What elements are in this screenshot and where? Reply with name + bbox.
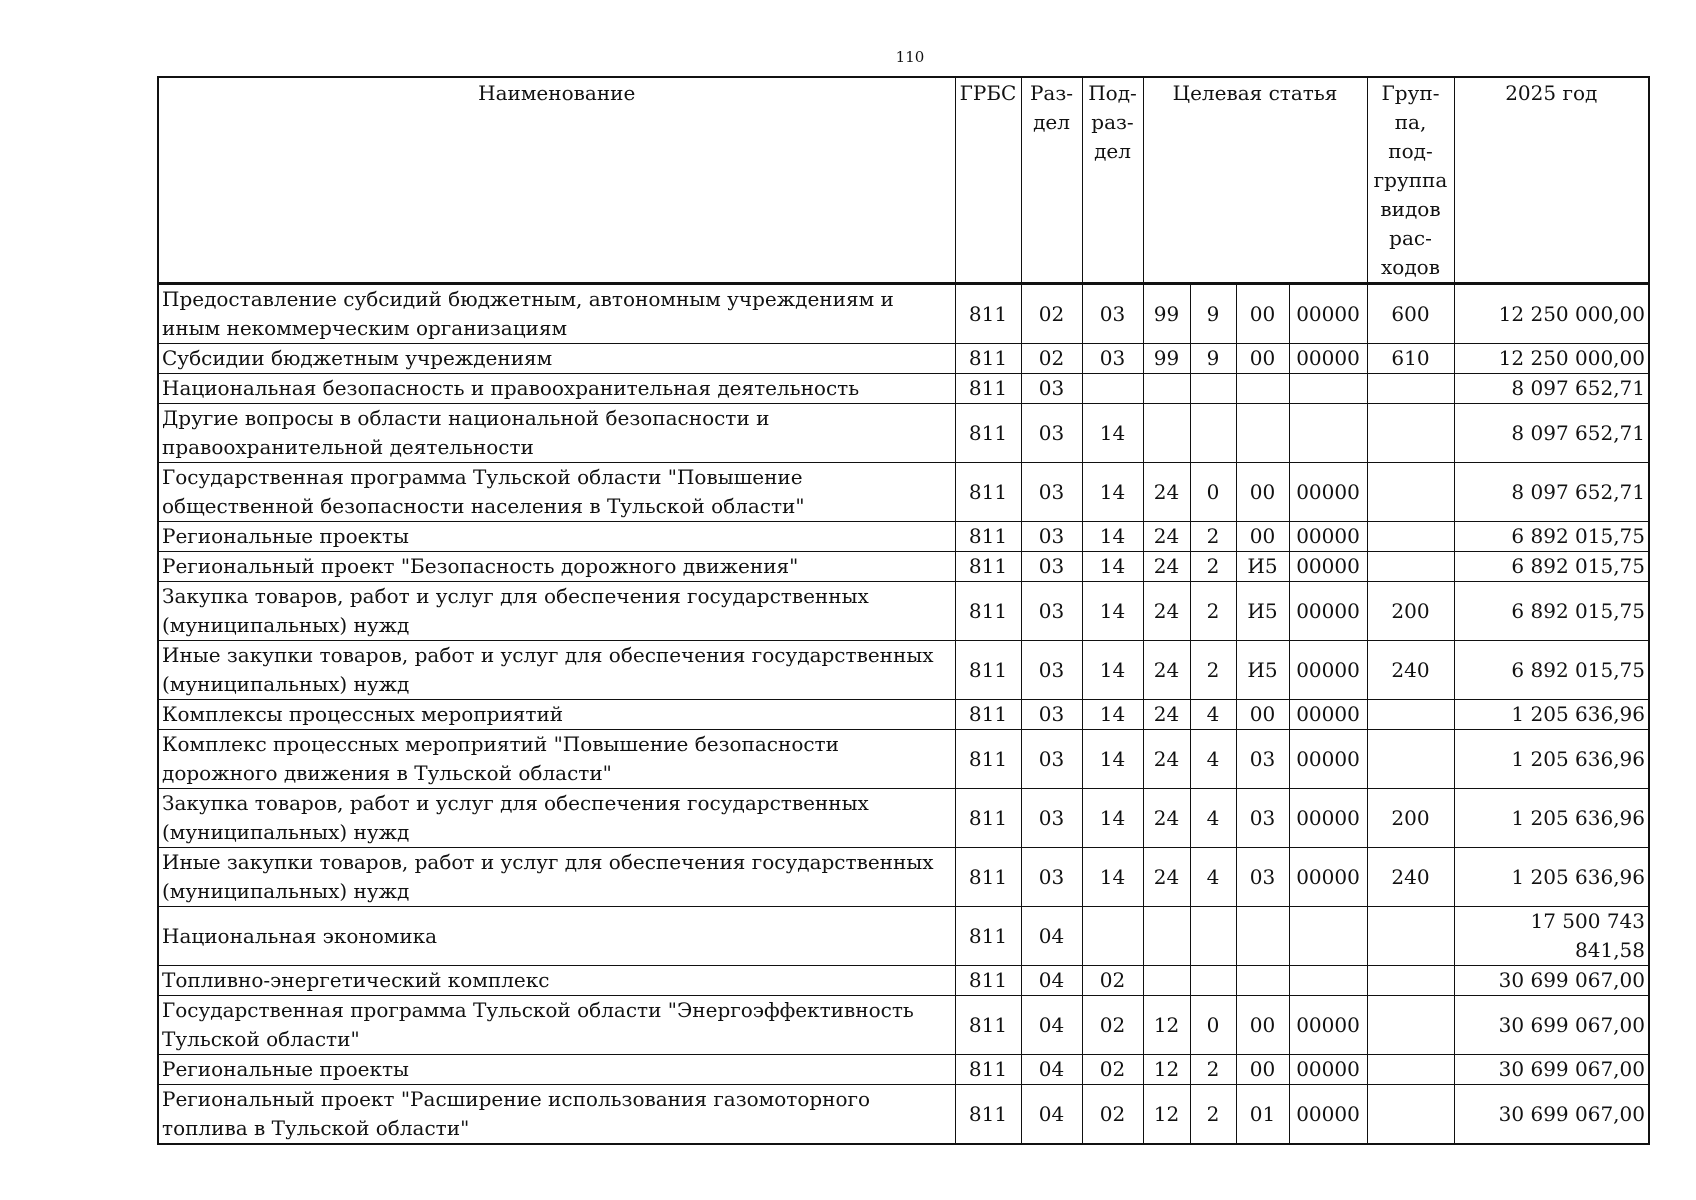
cell-podrazdel: 14 [1082, 404, 1143, 463]
cell-razdel: 04 [1021, 907, 1082, 966]
cell-amount: 12 250 000,00 [1454, 344, 1649, 374]
cell-expense-group: 240 [1367, 641, 1454, 700]
cell-expense-group [1367, 1085, 1454, 1145]
cell-razdel: 03 [1021, 404, 1082, 463]
cell-grbs: 811 [955, 641, 1021, 700]
cell-target-direction: 00000 [1289, 1085, 1367, 1145]
table-row [158, 1085, 1649, 1145]
cell-target-direction: 00000 [1289, 641, 1367, 700]
cell-amount: 1 205 636,96 [1454, 730, 1649, 789]
cell-expense-group [1367, 996, 1454, 1055]
cell-razdel: 03 [1021, 848, 1082, 907]
cell-name: Закупка товаров, работ и услуг для обеспечения государственных (муниципальных) нужд [158, 789, 955, 848]
cell-grbs: 811 [955, 582, 1021, 641]
page-number: 110 [895, 48, 925, 66]
cell-target-direction: 00000 [1289, 463, 1367, 522]
cell-amount: 1 205 636,96 [1454, 700, 1649, 730]
cell-name: Региональные проекты [158, 1055, 955, 1085]
cell-razdel: 02 [1021, 284, 1082, 344]
cell-name: Комплекс процессных мероприятий "Повышение безопасности дорожного движения в Тульской области" [158, 730, 955, 789]
cell-razdel: 03 [1021, 463, 1082, 522]
cell-podrazdel [1082, 907, 1143, 966]
cell-name: Региональный проект "Безопасность дорожного движения" [158, 552, 955, 582]
cell-podrazdel: 14 [1082, 848, 1143, 907]
cell-target-direction: 00000 [1289, 284, 1367, 344]
table-row [158, 730, 1649, 789]
cell-podrazdel: 02 [1082, 1055, 1143, 1085]
cell-podrazdel: 02 [1082, 966, 1143, 996]
cell-expense-group: 200 [1367, 582, 1454, 641]
cell-grbs: 811 [955, 522, 1021, 552]
cell-target-program: 24 [1143, 582, 1190, 641]
cell-target-element [1236, 374, 1289, 404]
cell-target-direction: 00000 [1289, 1055, 1367, 1085]
cell-amount: 30 699 067,00 [1454, 1055, 1649, 1085]
header-expense-group: Груп- па, под- группа видов рас- ходов [1367, 77, 1454, 284]
cell-name: Национальная экономика [158, 907, 955, 966]
cell-razdel: 03 [1021, 552, 1082, 582]
cell-expense-group [1367, 966, 1454, 996]
cell-razdel: 04 [1021, 1085, 1082, 1145]
cell-expense-group: 610 [1367, 344, 1454, 374]
cell-podrazdel: 02 [1082, 1085, 1143, 1145]
cell-target-element [1236, 907, 1289, 966]
table-row [158, 700, 1649, 730]
cell-podrazdel: 14 [1082, 552, 1143, 582]
table-row [158, 522, 1649, 552]
cell-amount: 30 699 067,00 [1454, 1085, 1649, 1145]
cell-expense-group [1367, 1055, 1454, 1085]
cell-target-direction: 00000 [1289, 344, 1367, 374]
cell-amount: 8 097 652,71 [1454, 374, 1649, 404]
cell-amount: 8 097 652,71 [1454, 404, 1649, 463]
cell-name: Государственная программа Тульской области "Повышение общественной безопасности населения в Тульской области" [158, 463, 955, 522]
header-name: Наименование [158, 77, 955, 284]
cell-target-element: И5 [1236, 641, 1289, 700]
cell-expense-group [1367, 522, 1454, 552]
cell-podrazdel: 14 [1082, 463, 1143, 522]
table-row [158, 641, 1649, 700]
cell-name: Другие вопросы в области национальной безопасности и правоохранительной деятельности [158, 404, 955, 463]
cell-amount: 6 892 015,75 [1454, 522, 1649, 552]
cell-grbs: 811 [955, 966, 1021, 996]
table-body [158, 284, 1649, 1145]
cell-target-type: 2 [1190, 552, 1236, 582]
cell-razdel: 03 [1021, 522, 1082, 552]
cell-target-element: 00 [1236, 284, 1289, 344]
cell-target-type: 4 [1190, 789, 1236, 848]
cell-expense-group: 240 [1367, 848, 1454, 907]
cell-name: Государственная программа Тульской области "Энергоэффективность Тульской области" [158, 996, 955, 1055]
cell-target-element: 01 [1236, 1085, 1289, 1145]
cell-razdel: 03 [1021, 374, 1082, 404]
cell-podrazdel: 14 [1082, 582, 1143, 641]
cell-target-element: 03 [1236, 730, 1289, 789]
cell-target-direction: 00000 [1289, 730, 1367, 789]
table-row [158, 374, 1649, 404]
table-row [158, 848, 1649, 907]
cell-razdel: 03 [1021, 730, 1082, 789]
cell-target-program: 24 [1143, 463, 1190, 522]
cell-target-element: 00 [1236, 344, 1289, 374]
cell-target-program [1143, 374, 1190, 404]
cell-target-element: И5 [1236, 552, 1289, 582]
cell-target-type: 4 [1190, 700, 1236, 730]
cell-target-program: 99 [1143, 344, 1190, 374]
cell-razdel: 04 [1021, 1055, 1082, 1085]
cell-amount: 1 205 636,96 [1454, 789, 1649, 848]
cell-target-type: 2 [1190, 641, 1236, 700]
cell-razdel: 03 [1021, 700, 1082, 730]
cell-razdel: 02 [1021, 344, 1082, 374]
cell-name: Предоставление субсидий бюджетным, автономным учреждениям и иным некоммерческим организациям [158, 284, 955, 344]
cell-grbs: 811 [955, 463, 1021, 522]
cell-target-program: 24 [1143, 641, 1190, 700]
cell-target-program: 24 [1143, 700, 1190, 730]
cell-target-element: 03 [1236, 848, 1289, 907]
cell-name: Национальная безопасность и правоохранительная деятельность [158, 374, 955, 404]
cell-name: Региональный проект "Расширение использования газомоторного топлива в Тульской области" [158, 1085, 955, 1145]
cell-grbs: 811 [955, 700, 1021, 730]
cell-grbs: 811 [955, 404, 1021, 463]
cell-target-program: 99 [1143, 284, 1190, 344]
cell-amount: 30 699 067,00 [1454, 996, 1649, 1055]
cell-expense-group: 600 [1367, 284, 1454, 344]
cell-target-element: 00 [1236, 463, 1289, 522]
cell-target-program: 24 [1143, 730, 1190, 789]
cell-grbs: 811 [955, 789, 1021, 848]
cell-amount: 1 205 636,96 [1454, 848, 1649, 907]
cell-podrazdel: 14 [1082, 700, 1143, 730]
cell-amount: 6 892 015,75 [1454, 552, 1649, 582]
cell-target-element [1236, 966, 1289, 996]
cell-target-direction: 00000 [1289, 996, 1367, 1055]
cell-podrazdel: 14 [1082, 789, 1143, 848]
cell-target-direction [1289, 404, 1367, 463]
cell-target-element: 00 [1236, 996, 1289, 1055]
cell-target-program: 12 [1143, 996, 1190, 1055]
cell-amount: 8 097 652,71 [1454, 463, 1649, 522]
cell-name: Топливно-энергетический комплекс [158, 966, 955, 996]
cell-podrazdel: 02 [1082, 996, 1143, 1055]
cell-razdel: 03 [1021, 789, 1082, 848]
table-row [158, 907, 1649, 966]
table-row [158, 789, 1649, 848]
cell-target-direction: 00000 [1289, 552, 1367, 582]
cell-target-element: И5 [1236, 582, 1289, 641]
cell-target-direction: 00000 [1289, 848, 1367, 907]
header-grbs: ГРБС [955, 77, 1021, 284]
cell-expense-group [1367, 463, 1454, 522]
cell-target-program: 24 [1143, 552, 1190, 582]
cell-target-program: 12 [1143, 1085, 1190, 1145]
cell-podrazdel: 14 [1082, 522, 1143, 552]
cell-name: Иные закупки товаров, работ и услуг для обеспечения государственных (муниципальных) нужд [158, 848, 955, 907]
cell-grbs: 811 [955, 907, 1021, 966]
cell-amount: 12 250 000,00 [1454, 284, 1649, 344]
table-row [158, 996, 1649, 1055]
header-year: 2025 год [1454, 77, 1649, 284]
cell-target-program [1143, 404, 1190, 463]
table-row [158, 1055, 1649, 1085]
table-row [158, 344, 1649, 374]
cell-grbs: 811 [955, 344, 1021, 374]
cell-target-program: 24 [1143, 522, 1190, 552]
cell-expense-group [1367, 374, 1454, 404]
cell-grbs: 811 [955, 552, 1021, 582]
cell-podrazdel: 14 [1082, 641, 1143, 700]
cell-target-element: 03 [1236, 789, 1289, 848]
cell-target-type: 4 [1190, 730, 1236, 789]
header-podrazdel: Под- раз- дел [1082, 77, 1143, 284]
cell-grbs: 811 [955, 374, 1021, 404]
table-row [158, 284, 1649, 344]
cell-target-type: 2 [1190, 582, 1236, 641]
cell-target-type [1190, 404, 1236, 463]
header-razdel: Раз- дел [1021, 77, 1082, 284]
cell-podrazdel [1082, 374, 1143, 404]
cell-target-type: 2 [1190, 522, 1236, 552]
cell-name: Комплексы процессных мероприятий [158, 700, 955, 730]
cell-target-direction: 00000 [1289, 522, 1367, 552]
cell-target-type: 2 [1190, 1055, 1236, 1085]
cell-target-direction [1289, 907, 1367, 966]
cell-expense-group [1367, 907, 1454, 966]
cell-amount: 17 500 743 841,58 [1454, 907, 1649, 966]
cell-target-program: 12 [1143, 1055, 1190, 1085]
table-row [158, 552, 1649, 582]
cell-target-program: 24 [1143, 848, 1190, 907]
cell-target-direction: 00000 [1289, 789, 1367, 848]
table-row [158, 463, 1649, 522]
cell-target-program [1143, 966, 1190, 996]
cell-expense-group [1367, 730, 1454, 789]
cell-expense-group [1367, 404, 1454, 463]
cell-target-element: 00 [1236, 1055, 1289, 1085]
table-row [158, 404, 1649, 463]
cell-target-element: 00 [1236, 700, 1289, 730]
cell-amount: 6 892 015,75 [1454, 582, 1649, 641]
cell-expense-group: 200 [1367, 789, 1454, 848]
header-target-article: Целевая статья [1143, 77, 1367, 284]
cell-target-type: 0 [1190, 463, 1236, 522]
cell-grbs: 811 [955, 1055, 1021, 1085]
cell-amount: 6 892 015,75 [1454, 641, 1649, 700]
cell-podrazdel: 03 [1082, 284, 1143, 344]
cell-target-type [1190, 966, 1236, 996]
cell-target-type: 9 [1190, 284, 1236, 344]
cell-target-type [1190, 907, 1236, 966]
cell-target-direction: 00000 [1289, 582, 1367, 641]
cell-name: Закупка товаров, работ и услуг для обеспечения государственных (муниципальных) нужд [158, 582, 955, 641]
cell-grbs: 811 [955, 730, 1021, 789]
cell-grbs: 811 [955, 1085, 1021, 1145]
cell-target-type: 0 [1190, 996, 1236, 1055]
cell-target-element: 00 [1236, 522, 1289, 552]
table-header-row [158, 77, 1649, 284]
cell-podrazdel: 14 [1082, 730, 1143, 789]
cell-target-type [1190, 374, 1236, 404]
cell-grbs: 811 [955, 848, 1021, 907]
cell-razdel: 03 [1021, 582, 1082, 641]
cell-target-direction [1289, 374, 1367, 404]
cell-target-direction: 00000 [1289, 700, 1367, 730]
cell-podrazdel: 03 [1082, 344, 1143, 374]
cell-target-program: 24 [1143, 789, 1190, 848]
cell-razdel: 03 [1021, 641, 1082, 700]
cell-name: Иные закупки товаров, работ и услуг для обеспечения государственных (муниципальных) нужд [158, 641, 955, 700]
table-row [158, 966, 1649, 996]
cell-target-type: 2 [1190, 1085, 1236, 1145]
cell-razdel: 04 [1021, 966, 1082, 996]
cell-expense-group [1367, 700, 1454, 730]
budget-table [157, 76, 1650, 1145]
cell-target-direction [1289, 966, 1367, 996]
cell-target-type: 9 [1190, 344, 1236, 374]
cell-razdel: 04 [1021, 996, 1082, 1055]
cell-target-program [1143, 907, 1190, 966]
table-row [158, 582, 1649, 641]
cell-target-element [1236, 404, 1289, 463]
cell-grbs: 811 [955, 996, 1021, 1055]
cell-grbs: 811 [955, 284, 1021, 344]
cell-amount: 30 699 067,00 [1454, 966, 1649, 996]
cell-target-type: 4 [1190, 848, 1236, 907]
cell-expense-group [1367, 552, 1454, 582]
cell-name: Региональные проекты [158, 522, 955, 552]
cell-name: Субсидии бюджетным учреждениям [158, 344, 955, 374]
